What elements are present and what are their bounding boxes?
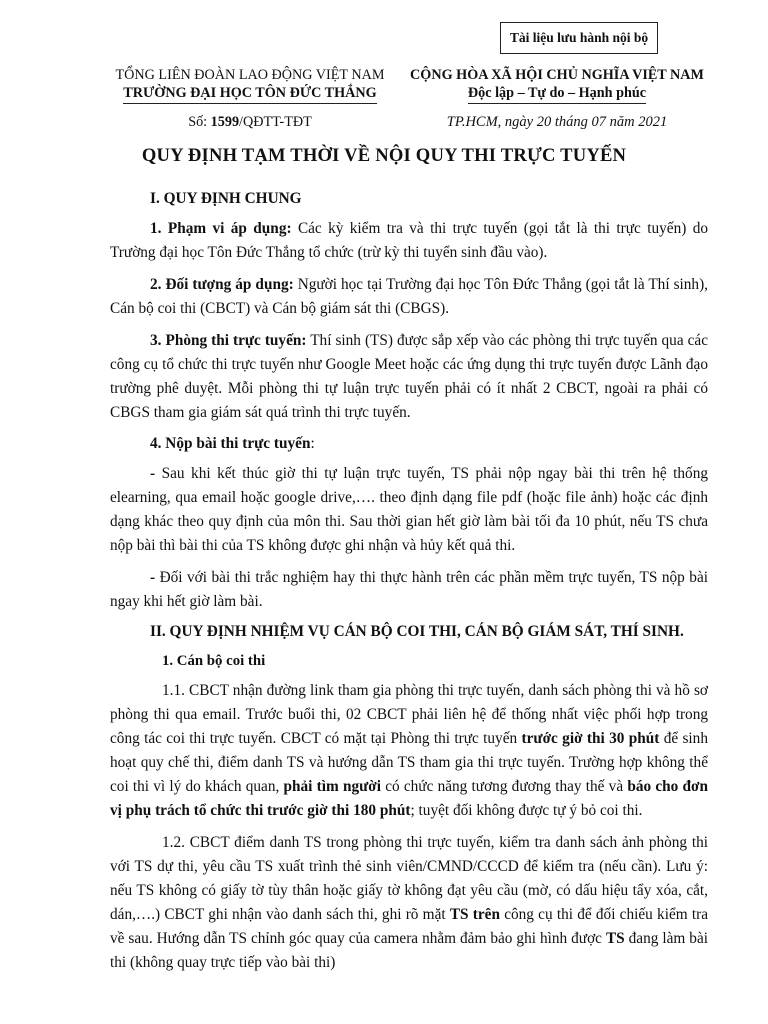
document-number: Số: 1599/QĐTT-TĐT xyxy=(188,114,312,130)
header-left xyxy=(108,66,392,131)
section-1-heading: I. QUY ĐỊNH CHUNG xyxy=(150,190,302,207)
submission-bullet-1: - Sau khi kết thúc giờ thi tự luận trực tuyến, TS phải nộp ngay bài thi trên hệ thống elearning, qua email hoặc google drive,…. theo định dạng file pdf (hoặc file ảnh) hoặc các định dạng khác theo quy định của môn thi. Sau thời gian hết giờ làm bài tối đa 10 phút, nếu TS chưa nộp bài thì bài thi của TS không được ghi nhận và hủy kết quả thi. xyxy=(110,465,709,554)
document-title: QUY ĐỊNH TẠM THỜI VỀ NỘI QUY THI TRỰC TUYẾN xyxy=(141,145,627,166)
section-2-sub-1-heading: 1. Cán bộ coi thi xyxy=(162,653,266,669)
header-right xyxy=(396,66,718,131)
paragraph-1-1: 1.1. CBCT nhận đường link tham gia phòng thi trực tuyến, danh sách phòng thi và hồ sơ phòng thi qua email. Trước buổi thi, 02 CBCT phải liên hệ để thống nhất việc phối hợp trong công tác coi thi trực tuyến. CBCT có mặt tại Phòng thi trực tuyến trước giờ thi 30 phút để sinh hoạt quy chế thi, điểm danh TS và hướng dẫn TS tham gia thi trực tuyến. Trường hợp không thể coi thi vì lý do khách quan, phải tìm người có chức năng tương đương thay thế và báo cho đơn vị phụ trách tổ chức thi trước giờ thi 180 phút; tuyệt đối không được tự ý bỏ coi thi. xyxy=(110,682,708,819)
nation-name: CỘNG HÒA XÃ HỘI CHỦ NGHĨA VIỆT NAM xyxy=(410,67,704,83)
internal-circulation-badge: Tài liệu lưu hành nội bộ xyxy=(500,22,658,54)
section-2-heading: II. QUY ĐỊNH NHIỆM VỤ CÁN BỘ COI THI, CÁN BỘ GIÁM SÁT, THÍ SINH. xyxy=(150,623,684,640)
org-name: TỔNG LIÊN ĐOÀN LAO ĐỘNG VIỆT NAM xyxy=(115,67,385,83)
section-1-item-2: 2. Đối tượng áp dụng: Người học tại Trường đại học Tôn Đức Thắng (gọi tắt là Thí sinh), Cán bộ coi thi (CBCT) và Cán bộ giám sát thi (CBGS). xyxy=(110,276,708,317)
section-1-item-4-heading: 4. Nộp bài thi trực tuyến: xyxy=(150,435,315,452)
paragraph-1-2: 1.2. CBCT điểm danh TS trong phòng thi trực tuyến, kiểm tra danh sách ảnh phòng thi với TS dự thi, yêu cầu TS xuất trình thẻ sinh viên/CMND/CCCD để kiểm tra (nếu cần). Lưu ý: nếu TS không có giấy tờ tùy thân hoặc giấy tờ không đạt yêu cầu (mờ, có dấu hiệu tẩy xóa, cắt, dán,….) CBCT ghi nhận vào danh sách thi, ghi rõ mặt TS trên công cụ thi để đối chiếu kiểm tra về sau. Hướng dẫn TS chỉnh góc quay của camera nhằm đảm bảo ghi hình được TS đang làm bài thi (không quay trực tiếp vào bài thi) xyxy=(110,834,708,971)
section-1-item-1: 1. Phạm vi áp dụng: Các kỳ kiểm tra và thi trực tuyến (gọi tắt là thi trực tuyến) do Trường đại học Tôn Đức Thắng tổ chức (trừ kỳ thi tuyển sinh đầu vào). xyxy=(110,220,708,261)
national-motto: Độc lập – Tự do – Hạnh phúc xyxy=(468,84,646,104)
school-name: TRƯỜNG ĐẠI HỌC TÔN ĐỨC THẮNG xyxy=(123,84,376,104)
submission-bullet-2: - Đối với bài thi trắc nghiệm hay thi thực hành trên các phần mềm trực tuyến, TS nộp bài ngay khi hết giờ làm bài. xyxy=(110,569,708,610)
section-1-item-3: 3. Phòng thi trực tuyến: Thí sinh (TS) được sắp xếp vào các phòng thi trực tuyến qua các công cụ tổ chức thi trực tuyến như Google Meet hoặc các ứng dụng thi trực tuyến được Lãnh đạo trường phê duyệt. Mỗi phòng thi tự luận trực tuyến phải có ít nhất 2 CBCT, ngoài ra phải có CBGS tham gia giám sát quá trình thi trực tuyến. xyxy=(110,332,708,421)
issue-date: TP.HCM, ngày 20 tháng 07 năm 2021 xyxy=(446,114,668,130)
document-body xyxy=(110,188,708,983)
